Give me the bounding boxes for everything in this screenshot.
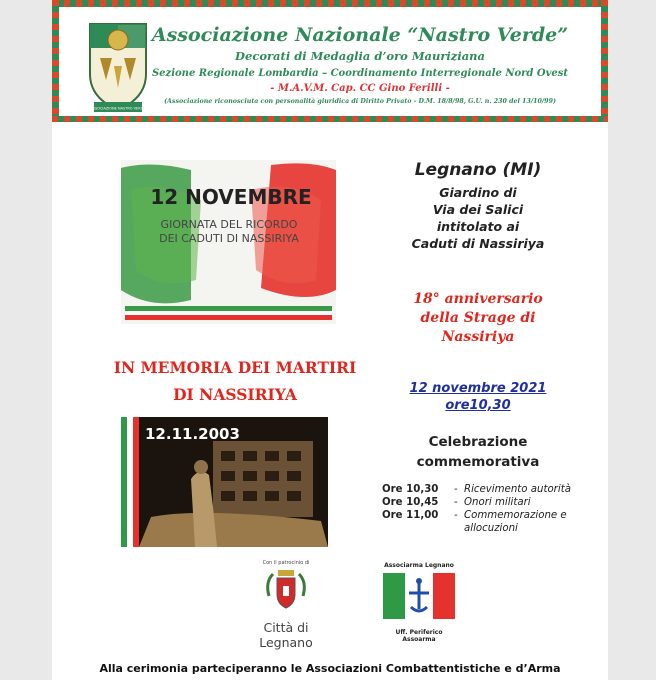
legnano-coat-of-arms-icon: [263, 566, 309, 612]
header-line-3: Sezione Regionale Lombardia – Coordinamento Interregionale Nord Ovest: [151, 68, 569, 79]
location-city: Legnano (MI): [414, 160, 542, 180]
celebration-line-2: commemorativa: [416, 454, 540, 470]
banner-line-1: GIORNATA DEL RICORDO: [160, 218, 298, 231]
location-line-4: Caduti di Nassiriya: [411, 236, 545, 251]
assoarma-logo: [378, 562, 460, 642]
right-margin: [608, 0, 656, 680]
schedule-row: [382, 522, 582, 535]
association-header: [150, 24, 570, 105]
schedule-row: Ore 10,30 - Ricevimento autorità: [382, 484, 571, 495]
location-line-1: Giardino di: [439, 185, 517, 200]
schedule-row: Ore 11,00 - Commemorazione e: [382, 510, 567, 521]
header-line-5: (Associazione riconosciuta con personalità giuridica di Diritto Privato - D.M. 18/8/98, G.U. n. 230 del 13/10/99): [164, 98, 556, 105]
border-top: [52, 0, 608, 7]
schedule-desc: Commemorazione e: [464, 510, 567, 521]
anniversary-line-1: 18° anniversario: [413, 291, 543, 307]
patronage-city: Città di Legnano: [259, 620, 313, 650]
event-date: [398, 380, 558, 414]
anniversary-line-2: della Strage di: [420, 310, 536, 326]
association-crest-icon: [86, 18, 150, 118]
schedule-desc: Ricevimento autorità: [464, 484, 571, 495]
schedule-time: Ore 10,45: [382, 497, 439, 508]
banner-line-2: DEI CADUTI DI NASSIRIYA: [159, 232, 299, 245]
border-left: [52, 0, 59, 118]
banner-date: 12 NOVEMBRE: [150, 185, 312, 209]
assoarma-top-caption: Associarma Legnano: [384, 562, 454, 569]
remembrance-banner: [121, 160, 336, 324]
schedule-time: [382, 522, 454, 535]
crest-ribbon-text: ASSOCIAZIONE NASTRO VERDE: [90, 106, 146, 111]
location-line-2: Via dei Salici: [432, 202, 524, 217]
schedule-time: Ore 11,00: [382, 510, 439, 521]
footer-note: Alla cerimonia parteciperanno le Associazioni Combattentistiche e d’Arma: [99, 662, 561, 675]
schedule-desc: allocuzioni: [464, 523, 518, 534]
header-line-2: Decorati di Medaglia d’oro Mauriziana: [235, 49, 485, 63]
association-title: Associazione Nazionale “Nastro Verde”: [151, 24, 569, 46]
event-time: ore10,30: [445, 398, 511, 413]
legnano-patronage-logo: [236, 560, 336, 650]
left-margin: [0, 0, 52, 680]
schedule-row: Ore 10,45 - Onori militari: [382, 497, 531, 508]
event-day: 12 novembre 2021: [409, 381, 547, 396]
schedule-desc: Onori militari: [464, 497, 531, 508]
location-details: [398, 184, 558, 252]
assoarma-bottom-caption: Uff. Periferico Assoarma: [395, 629, 443, 643]
photo-date: 12.11.2003: [145, 425, 240, 443]
patronage-caption: Con il patrocinio di: [262, 560, 310, 566]
assoarma-flag-icon: [381, 569, 457, 625]
anniversary: [398, 290, 558, 347]
header-line-4: - M.A.V.M. Cap. CC Gino Ferilli -: [270, 83, 450, 94]
schedule: [382, 483, 582, 535]
memorial-photo: [121, 417, 328, 547]
memorial-title-line-2: DI NASSIRIYA: [173, 385, 297, 404]
schedule-time: Ore 10,30: [382, 484, 439, 495]
memorial-title-line-1: IN MEMORIA DEI MARTIRI: [113, 358, 357, 377]
border-right: [601, 0, 608, 118]
anniversary-line-3: Nassiriya: [441, 329, 515, 345]
celebration: [398, 432, 558, 472]
location-line-3: intitolato ai: [436, 219, 520, 234]
celebration-line-1: Celebrazione: [428, 434, 528, 450]
